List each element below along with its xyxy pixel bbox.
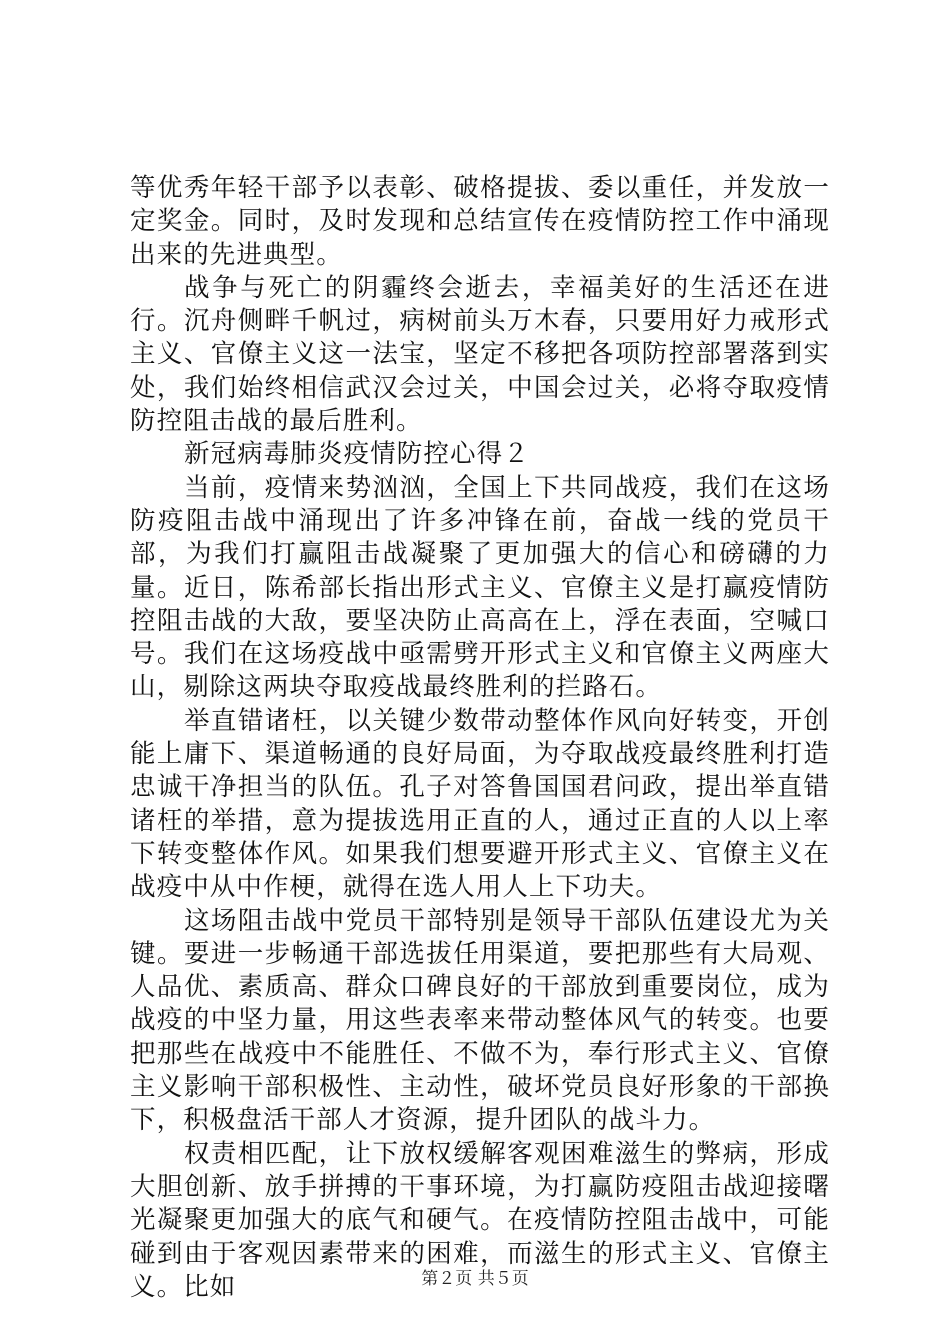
paragraph-team-building: 这场阻击战中党员干部特别是领导干部队伍建设尤为关键。要进一步畅通干部选拔任用渠道，要把那些有大局观、人品优、素质高、群众口碑良好的干部放到重要岗位，成为战疫的中坚力量，用这些表率来带动整体风气的转变。也要把那些在战疫中不能胜任、不做不为，奉行形式主义、官僚主义影响干部积极性、主动性，破坏党员良好形象的干部换下，积极盘活干部人才资源，提升团队的战斗力。 xyxy=(130,905,830,1136)
document-body xyxy=(130,172,830,1304)
section-heading: 新冠病毒肺炎疫情防控心得２ xyxy=(184,439,530,470)
paragraph-conclusion: 战争与死亡的阴霾终会逝去，幸福美好的生活还在进行。沉舟侧畔千帆过，病树前头万木春，只要用好力戒形式主义、官僚主义这一法宝，坚定不移把各项防控部署落到实处，我们始终相信武汉会过关，中国会过关，必将夺取疫情防控阻击战的最后胜利。 xyxy=(130,272,830,437)
paragraph-intro: 当前，疫情来势汹汹，全国上下共同战疫，我们在这场防疫阻击战中涌现出了许多冲锋在前，奋战一线的党员干部，为我们打赢阻击战凝聚了更加强大的信心和磅礴的力量。近日，陈希部长指出形式主义、官僚主义是打赢疫情防控阻击战的大敌，要坚决防止高高在上，浮在表面，空喊口号。我们在这场疫战中亟需劈开形式主义和官僚主义两座大山，剔除这两块夺取疫战最终胜利的拦路石。 xyxy=(130,472,830,703)
paragraph-authority: 权责相匹配，让下放权缓解客观困难滋生的弊病，形成大胆创新、放手拼搏的干事环境，为打赢防疫阻击战迎接曙光凝聚更加强大的底气和硬气。在疫情防控阻击战中，可能碰到由于客观因素带来的困难，而滋生的形式主义、官僚主义。比如 xyxy=(130,1138,830,1302)
paragraph-continuation: 等优秀年轻干部予以表彰、破格提拔、委以重任，并发放一定奖金。同时，及时发现和总结宣传在疫情防控工作中涌现出来的先进典型。 xyxy=(130,173,830,270)
paragraph-selection: 举直错诸枉，以关键少数带动整体作风向好转变，开创能上庸下、渠道畅通的良好局面，为夺取战疫最终胜利打造忠诚干净担当的队伍。孔子对答鲁国国君问政，提出举直错诸枉的举措，意为提拔选用正直的人，通过正直的人以上率下转变整体作风。如果我们想要避开形式主义、官僚主义在战疫中从中作梗，就得在选人用人上下功夫。 xyxy=(130,705,830,903)
page-number-footer: 第２页 共５页 xyxy=(421,1269,529,1289)
